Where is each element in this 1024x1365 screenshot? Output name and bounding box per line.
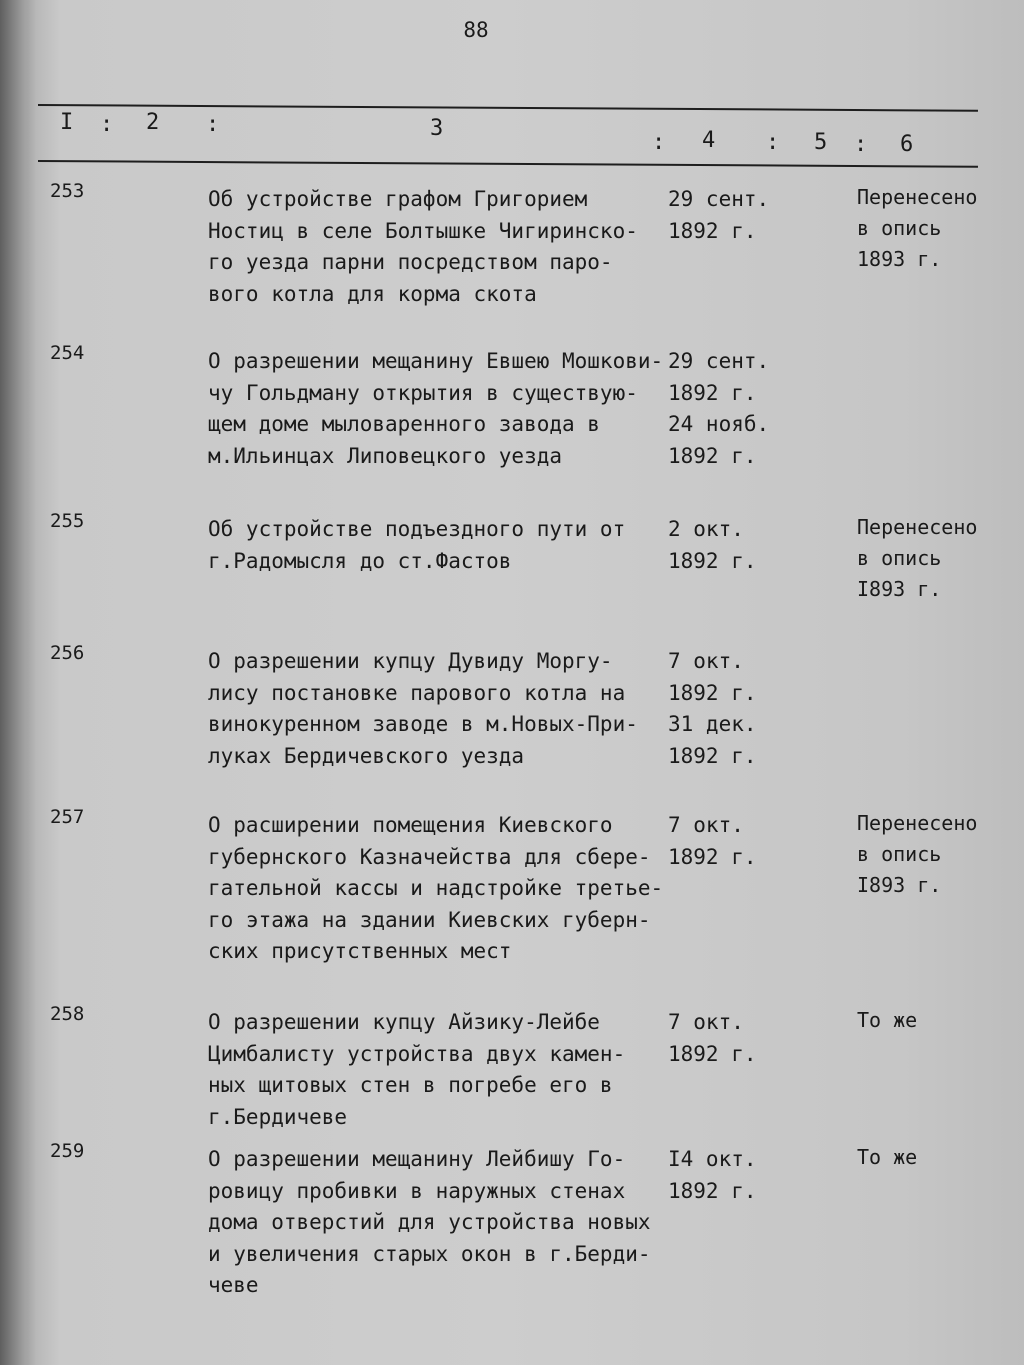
column-separator: :: [854, 132, 868, 157]
entry-title-line: О разрешении купцу Айзику-Лейбе: [208, 1010, 600, 1034]
entry-title-line: гательной кассы и надстройке третье-: [208, 876, 664, 900]
entry-number: 257: [50, 806, 85, 828]
entry-note-line: в опись: [857, 842, 942, 866]
entry-date-line: 29 сент.: [668, 187, 770, 211]
entry-date-line: 7 окт.: [668, 813, 744, 837]
entry-title-line: ровицу пробивки в наружных стенах: [208, 1178, 626, 1203]
entry-note: [857, 182, 977, 275]
entry-title-line: О разрешении мещанину Евшею Мошкови-: [208, 349, 664, 373]
column-separator: :: [766, 130, 780, 155]
entry-title: [208, 184, 678, 310]
entry-note-line: То же: [857, 1008, 918, 1032]
entry-title-line: лису постановке парового котла на: [208, 680, 626, 705]
header-rule-bottom: [38, 160, 978, 168]
page-edge-shadow: [0, 0, 36, 1365]
column-header-4: 4: [702, 128, 716, 153]
entry-note-line: 1893 г.: [857, 247, 942, 271]
entry-title-line: ских присутственных мест: [208, 939, 512, 963]
entry-note-line: в опись: [857, 216, 942, 240]
entry-title-line: щем доме мыловаренного завода в: [208, 412, 600, 436]
entry-title-line: вого котла для корма скота: [208, 281, 537, 306]
entry-date-line: 1892 г.: [668, 218, 757, 243]
entry-title-line: винокуренном заводе в м.Новых-При-: [208, 712, 638, 736]
entry-date: [668, 1007, 757, 1070]
entry-title-line: О расширении помещения Киевского: [208, 813, 613, 837]
header-rule-top: [38, 104, 978, 112]
entry-number: 255: [50, 510, 85, 532]
entry-number: 253: [50, 180, 85, 202]
entry-note-line: I893 г.: [857, 873, 942, 897]
entry-title-line: О разрешении купцу Дувиду Моргу-: [208, 649, 613, 673]
entry-title-line: ных щитовых стен в погребе его в: [208, 1073, 613, 1097]
entry-number: 258: [50, 1003, 85, 1025]
entry-date: [668, 514, 757, 577]
entry-date-line: 24 нояб.: [668, 412, 770, 436]
entry-number: 256: [50, 642, 85, 664]
entry-title: [208, 346, 678, 472]
page-number: 88: [463, 18, 489, 42]
entry-title-line: чу Гольдману открытия в существую-: [208, 380, 638, 405]
column-header-6: 6: [900, 132, 914, 157]
entry-title: [208, 646, 678, 772]
column-header-3: 3: [430, 116, 444, 141]
entry-date: [668, 184, 769, 247]
entry-number: 254: [50, 342, 85, 364]
entry-title-line: Цимбалисту устройства двух камен-: [208, 1041, 626, 1066]
entry-title-line: г.Бердичеве: [208, 1104, 348, 1129]
entry-note-line: I893 г.: [857, 577, 942, 601]
entry-title: [208, 1007, 678, 1133]
entry-date-line: 1892 г.: [668, 680, 757, 705]
entry-date: [668, 646, 757, 772]
entry-date-line: 1892 г.: [668, 548, 757, 573]
entry-title-line: Об устройстве графом Григорием: [208, 187, 588, 211]
entry-date-line: I4 окт.: [668, 1147, 757, 1171]
entry-title-line: О разрешении мещанину Лейбишу Го-: [208, 1147, 626, 1171]
entry-date-line: 1892 г.: [668, 743, 757, 768]
entry-title: [208, 1144, 678, 1302]
column-header-5: 5: [814, 130, 828, 155]
column-separator: :: [100, 112, 114, 137]
entry-date-line: 1892 г.: [668, 380, 757, 405]
entry-title-line: г.Радомысля до ст.Фастов: [208, 548, 512, 573]
entry-title-line: губернского Казначейства для сбере-: [208, 844, 651, 869]
entry-title: [208, 514, 678, 577]
entry-date-line: 1892 г.: [668, 443, 757, 468]
column-header-1: I: [60, 110, 74, 135]
entry-title-line: Об устройстве подъездного пути от: [208, 517, 626, 541]
entry-date-line: 1892 г.: [668, 1178, 757, 1203]
entry-date: [668, 346, 769, 472]
entry-title-line: го этажа на здании Киевских губерн-: [208, 907, 651, 932]
entry-date: [668, 1144, 757, 1207]
entry-number: 259: [50, 1140, 85, 1162]
entry-title-line: го уезда парни посредством паро-: [208, 250, 613, 274]
entry-title-line: м.Ильинцах Липовецкого уезда: [208, 443, 563, 468]
entry-note: [857, 1142, 917, 1173]
entry-date-line: 2 окт.: [668, 517, 744, 541]
entry-note-line: Перенесено: [857, 515, 978, 539]
entry-title-line: чеве: [208, 1273, 259, 1297]
entry-date-line: 1892 г.: [668, 1041, 757, 1066]
entry-note-line: Перенесено: [857, 185, 978, 209]
entry-date-line: 7 окт.: [668, 649, 744, 673]
entry-title: [208, 810, 678, 968]
entry-title-line: и увеличения старых окон в г.Берди-: [208, 1241, 651, 1266]
entry-date: [668, 810, 757, 873]
entry-title-line: луках Бердичевского уезда: [208, 743, 525, 768]
column-separator: :: [652, 130, 666, 155]
entry-note: [857, 808, 977, 901]
entry-note: [857, 1005, 917, 1036]
entry-note-line: Перенесено: [857, 811, 978, 835]
entry-date-line: 31 дек.: [668, 712, 757, 736]
entry-title-line: дома отверстий для устройства новых: [208, 1210, 651, 1234]
entry-date-line: 29 сент.: [668, 349, 770, 373]
entry-note-line: в опись: [857, 546, 942, 570]
column-header-2: 2: [146, 110, 160, 135]
entry-note: [857, 512, 977, 605]
entry-title-line: Ностиц в селе Болтышке Чигиринско-: [208, 218, 638, 243]
entry-date-line: 7 окт.: [668, 1010, 744, 1034]
entry-note-line: То же: [857, 1145, 918, 1169]
column-separator: :: [206, 112, 220, 137]
entry-date-line: 1892 г.: [668, 844, 757, 869]
